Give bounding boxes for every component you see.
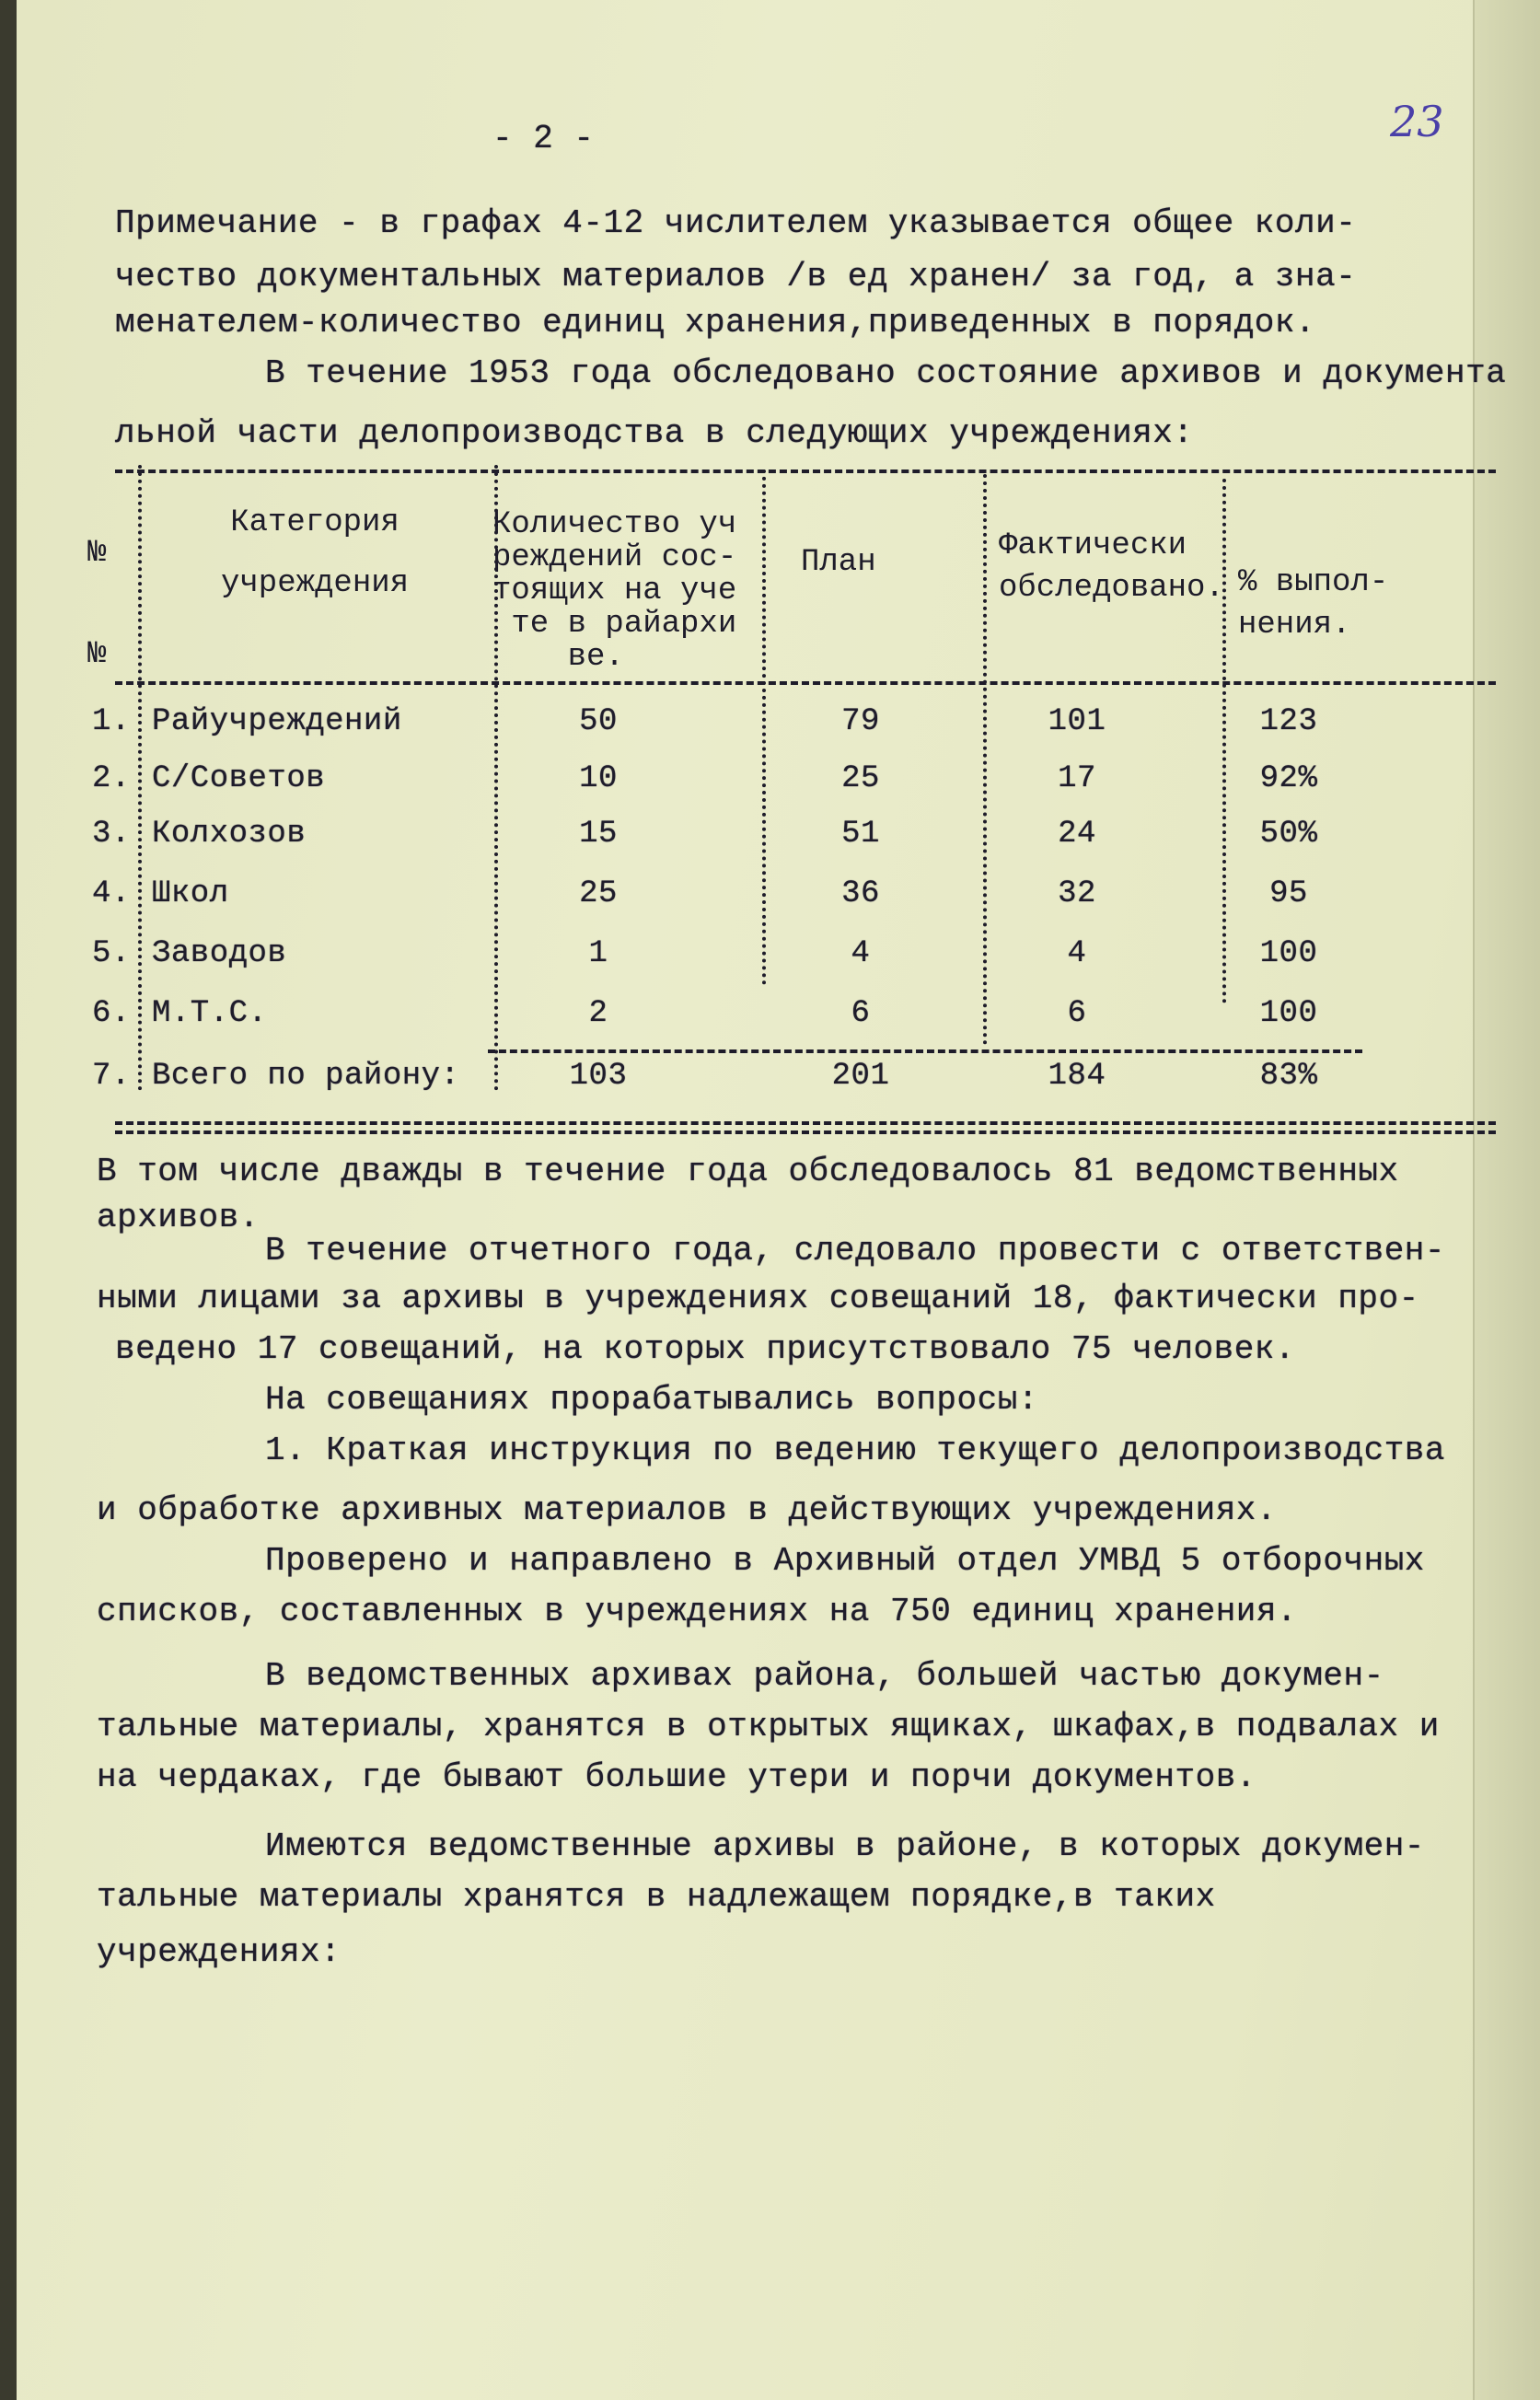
header-number: № — [87, 536, 107, 571]
table-cell-actual: 4 — [1067, 936, 1087, 971]
table-cell-actual: 184 — [1048, 1059, 1106, 1094]
table-cell-category: Заводов — [152, 936, 287, 971]
header-percent: % выпол- нения. — [1238, 565, 1389, 643]
table-cell-plan: 4 — [851, 936, 871, 971]
table-bottom-rule — [115, 1130, 1496, 1134]
table-cell-actual: 101 — [1048, 704, 1106, 739]
table-cell-percent: 95 — [1269, 876, 1308, 911]
table-cell-num: 1. — [92, 704, 131, 739]
header-count: Количество уч реждений сос- тоящих на уче те в райархи ве. — [492, 507, 737, 675]
table-cell-plan: 51 — [841, 817, 880, 852]
body-line: архивов. — [97, 1199, 260, 1236]
header-plan: План — [801, 545, 876, 580]
table-cell-plan: 201 — [831, 1059, 890, 1094]
table-cell-percent: 50% — [1259, 817, 1318, 852]
table-top-rule — [115, 470, 1496, 473]
table-cell-plan: 36 — [841, 876, 880, 911]
body-line: на чердаках, где бывают большие утери и порчи документов. — [97, 1758, 1256, 1796]
table-cell-num: 7. — [92, 1059, 131, 1094]
body-line: В ведомственных архивах района, большей частью докумен- — [265, 1657, 1384, 1695]
column-divider — [983, 474, 987, 1045]
body-line: тальные материалы, хранятся в открытых ящиках, шкафах,в подвалах и — [97, 1708, 1440, 1745]
table-cell-percent: 123 — [1259, 704, 1318, 739]
body-line: учреждениях: — [97, 1933, 342, 1971]
table-cell-count: 2 — [588, 996, 608, 1031]
table-cell-percent: 100 — [1259, 936, 1318, 971]
body-line: 1. Краткая инструкция по ведению текущего делопроизводства — [265, 1432, 1446, 1469]
page-number: - 2 - — [492, 120, 595, 157]
body-line: и обработке архивных материалов в действующих учреждениях. — [97, 1491, 1278, 1529]
table-cell-category: Всего по району: — [152, 1059, 460, 1094]
table-cell-percent: 92% — [1259, 761, 1318, 796]
table-cell-num: 3. — [92, 817, 131, 852]
handwritten-sheet-number: 23 — [1390, 97, 1444, 146]
table-cell-count: 103 — [569, 1059, 628, 1094]
table-cell-count: 1 — [588, 936, 608, 971]
table-cell-category: С/Советов — [152, 761, 326, 796]
table-cell-plan: 6 — [851, 996, 871, 1031]
table-cell-category: Школ — [152, 876, 229, 911]
intro-line: льной части делопроизводства в следующих учреждениях: — [115, 414, 1194, 452]
note-line: чество документальных материалов /в ед хранен/ за год, а зна- — [115, 258, 1357, 296]
header-actual: Фактически обследовано. — [999, 528, 1224, 606]
table-cell-count: 15 — [579, 817, 618, 852]
column-divider — [762, 470, 766, 985]
table-cell-plan: 79 — [841, 704, 880, 739]
table-cell-num: 4. — [92, 876, 131, 911]
body-line: списков, составленных в учреждениях на 750 единиц хранения. — [97, 1593, 1298, 1630]
table-cell-category: Райучреждений — [152, 704, 402, 739]
header-number: № — [87, 637, 107, 672]
table-cell-actual: 24 — [1058, 817, 1096, 852]
table-cell-plan: 25 — [841, 761, 880, 796]
body-line: Проверено и направлено в Архивный отдел УМВД 5 отборочных — [265, 1542, 1425, 1580]
table-bottom-rule — [115, 1121, 1496, 1125]
table-cell-count: 10 — [579, 761, 618, 796]
table-cell-num: 5. — [92, 936, 131, 971]
table-cell-num: 6. — [92, 996, 131, 1031]
table-cell-percent: 83% — [1259, 1059, 1318, 1094]
table-total-rule — [488, 1049, 1362, 1053]
note-line: Примечание - в графах 4-12 числителем указывается общее коли- — [115, 204, 1357, 242]
body-line: ведено 17 совещаний, на которых присутствовало 75 человек. — [115, 1330, 1296, 1368]
table-cell-actual: 17 — [1058, 761, 1096, 796]
body-line: В том числе дважды в течение года обследовалось 81 ведомственных — [97, 1153, 1399, 1190]
table-cell-count: 50 — [579, 704, 618, 739]
body-line: На совещаниях прорабатывались вопросы: — [265, 1381, 1038, 1419]
body-line: ными лицами за архивы в учреждениях совещаний 18, фактически про- — [97, 1280, 1419, 1317]
body-line: тальные материалы хранятся в надлежащем порядке,в таких — [97, 1878, 1216, 1916]
table-cell-actual: 32 — [1058, 876, 1096, 911]
body-line: Имеются ведомственные архивы в районе, в которых докумен- — [265, 1827, 1425, 1865]
table-header-rule — [115, 681, 1496, 685]
table-cell-count: 25 — [579, 876, 618, 911]
table-cell-num: 2. — [92, 761, 131, 796]
table-cell-percent: 100 — [1259, 996, 1318, 1031]
note-line: менателем-количество единиц хранения,приведенных в порядок. — [115, 304, 1316, 342]
column-divider — [138, 465, 142, 1091]
table-cell-actual: 6 — [1067, 996, 1087, 1031]
body-line: В течение отчетного года, следовало провести с ответствен- — [265, 1232, 1446, 1270]
table-cell-category: М.Т.С. — [152, 996, 268, 1031]
table-cell-category: Колхозов — [152, 817, 307, 852]
intro-line: В течение 1953 года обследовано состояние архивов и документа — [265, 354, 1507, 392]
header-category: Категория учреждения — [221, 505, 410, 601]
